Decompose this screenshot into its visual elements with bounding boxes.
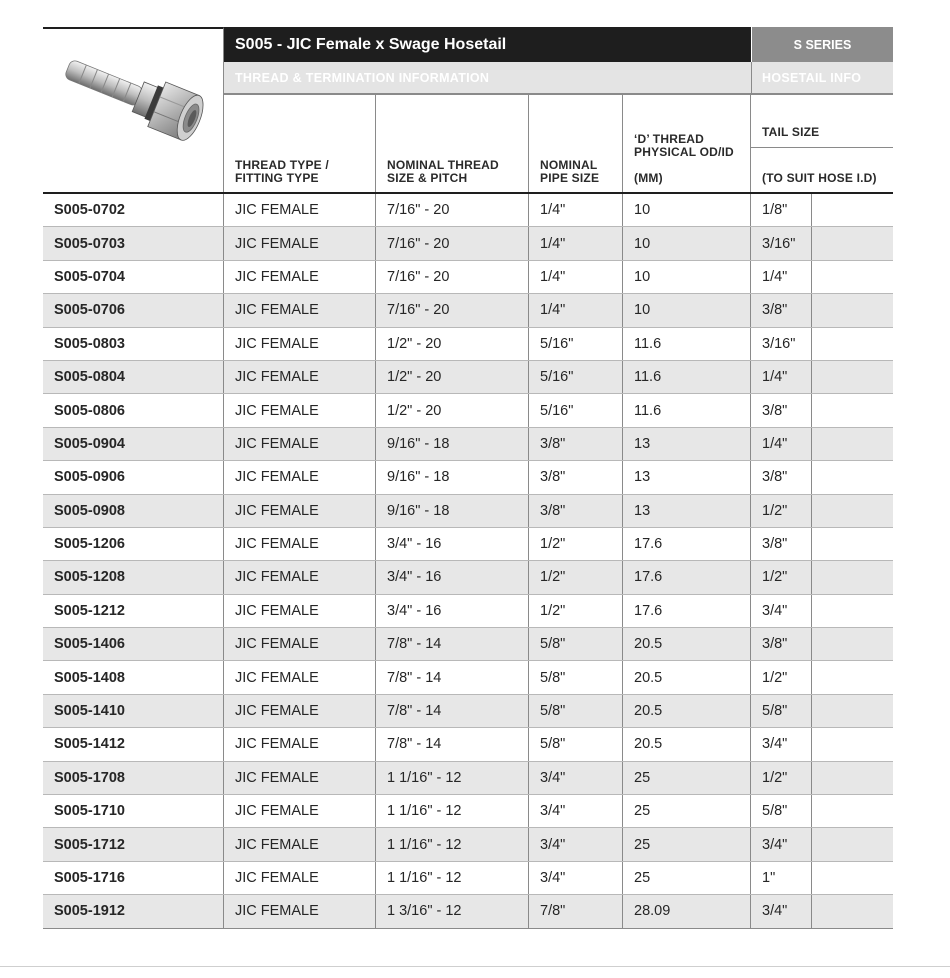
cell-tail: 1/2": [751, 762, 812, 794]
table-row: [43, 895, 893, 928]
cell-pipe: 5/8": [529, 628, 623, 660]
header-text: TAIL SIZE: [762, 125, 820, 139]
series-badge: S SERIES: [751, 27, 893, 62]
cell-blank: [812, 595, 893, 627]
cell-od: 11.6: [623, 328, 751, 360]
cell-blank: [812, 428, 893, 460]
cell-od: 13: [623, 428, 751, 460]
cell-tail: 5/8": [751, 695, 812, 727]
cell-thread: 7/8" - 14: [376, 728, 529, 760]
footer-rule: [0, 966, 950, 967]
cell-tail: 3/8": [751, 628, 812, 660]
table-row: [43, 261, 893, 294]
cell-tail: 1/2": [751, 561, 812, 593]
cell-pipe: 5/16": [529, 361, 623, 393]
cell-thread: 1/2" - 20: [376, 394, 529, 426]
cell-pipe: 1/2": [529, 528, 623, 560]
table-row: [43, 695, 893, 728]
cell-pipe: 5/8": [529, 661, 623, 693]
cell-blank: [812, 394, 893, 426]
cell-od: 25: [623, 862, 751, 894]
cell-blank: [812, 561, 893, 593]
cell-tail: 3/4": [751, 595, 812, 627]
cell-od: 17.6: [623, 595, 751, 627]
section-thread-heading: THREAD & TERMINATION INFORMATION: [224, 62, 751, 95]
cell-thread: 1/2" - 20: [376, 361, 529, 393]
cell-thread: 7/8" - 14: [376, 661, 529, 693]
header-divider: [751, 147, 893, 148]
table-body: [43, 194, 893, 929]
cell-tail: 1": [751, 862, 812, 894]
cell-thread: 3/4" - 16: [376, 528, 529, 560]
hose-fitting-icon: [43, 29, 224, 169]
cell-part: S005-0904: [43, 428, 224, 460]
cell-type: JIC FEMALE: [224, 428, 376, 460]
cell-type: JIC FEMALE: [224, 461, 376, 493]
cell-blank: [812, 862, 893, 894]
cell-od: 20.5: [623, 695, 751, 727]
header-tail-size: [751, 95, 893, 194]
table-row: [43, 762, 893, 795]
cell-blank: [812, 294, 893, 326]
cell-part: S005-0908: [43, 495, 224, 527]
header-text: SIZE & PITCH: [387, 171, 468, 185]
table-row: [43, 461, 893, 494]
table-row: [43, 561, 893, 594]
cell-tail: 1/4": [751, 261, 812, 293]
cell-blank: [812, 661, 893, 693]
page-title: S005 - JIC Female x Swage Hosetail: [224, 27, 751, 62]
cell-type: JIC FEMALE: [224, 394, 376, 426]
cell-blank: [812, 361, 893, 393]
table-row: [43, 528, 893, 561]
cell-thread: 1 1/16" - 12: [376, 862, 529, 894]
cell-tail: 3/8": [751, 294, 812, 326]
header-thread-type: [224, 95, 376, 194]
table-row: [43, 495, 893, 528]
table-row: [43, 628, 893, 661]
cell-thread: 7/8" - 14: [376, 695, 529, 727]
table-row: [43, 661, 893, 694]
header-text: PIPE SIZE: [540, 171, 600, 185]
cell-pipe: 3/8": [529, 428, 623, 460]
cell-blank: [812, 795, 893, 827]
cell-type: JIC FEMALE: [224, 194, 376, 226]
cell-type: JIC FEMALE: [224, 595, 376, 627]
cell-blank: [812, 194, 893, 226]
cell-thread: 1 1/16" - 12: [376, 795, 529, 827]
cell-type: JIC FEMALE: [224, 227, 376, 259]
cell-tail: 1/2": [751, 661, 812, 693]
cell-tail: 3/8": [751, 461, 812, 493]
table-row: [43, 428, 893, 461]
cell-part: S005-0906: [43, 461, 224, 493]
cell-blank: [812, 261, 893, 293]
header-pipe-size: [529, 95, 623, 194]
cell-part: S005-0806: [43, 394, 224, 426]
product-image: [43, 27, 224, 194]
cell-pipe: 3/8": [529, 461, 623, 493]
cell-thread: 1 1/16" - 12: [376, 828, 529, 860]
cell-part: S005-1716: [43, 862, 224, 894]
cell-blank: [812, 728, 893, 760]
cell-od: 25: [623, 762, 751, 794]
cell-od: 11.6: [623, 361, 751, 393]
header-text: THREAD TYPE /: [235, 158, 329, 172]
cell-type: JIC FEMALE: [224, 628, 376, 660]
cell-pipe: 5/8": [529, 695, 623, 727]
cell-pipe: 3/4": [529, 762, 623, 794]
cell-part: S005-1712: [43, 828, 224, 860]
cell-part: S005-1408: [43, 661, 224, 693]
cell-type: JIC FEMALE: [224, 728, 376, 760]
cell-blank: [812, 461, 893, 493]
cell-pipe: 3/4": [529, 795, 623, 827]
cell-thread: 1/2" - 20: [376, 328, 529, 360]
table-row: [43, 728, 893, 761]
cell-part: S005-0706: [43, 294, 224, 326]
cell-tail: 1/2": [751, 495, 812, 527]
cell-tail: 3/4": [751, 828, 812, 860]
cell-blank: [812, 328, 893, 360]
cell-blank: [812, 695, 893, 727]
cell-od: 20.5: [623, 728, 751, 760]
cell-part: S005-0803: [43, 328, 224, 360]
cell-part: S005-1912: [43, 895, 224, 927]
cell-type: JIC FEMALE: [224, 828, 376, 860]
cell-thread: 9/16" - 18: [376, 495, 529, 527]
cell-tail: 1/8": [751, 194, 812, 226]
cell-blank: [812, 628, 893, 660]
cell-od: 10: [623, 227, 751, 259]
header-nominal-thread: [376, 95, 529, 194]
header-text: (MM): [634, 171, 663, 185]
cell-part: S005-0704: [43, 261, 224, 293]
cell-pipe: 5/16": [529, 394, 623, 426]
table-row: [43, 227, 893, 260]
cell-od: 10: [623, 194, 751, 226]
cell-part: S005-1708: [43, 762, 224, 794]
cell-thread: 7/16" - 20: [376, 261, 529, 293]
cell-od: 17.6: [623, 528, 751, 560]
cell-od: 20.5: [623, 661, 751, 693]
header-text: FITTING TYPE: [235, 171, 319, 185]
cell-part: S005-1208: [43, 561, 224, 593]
cell-type: JIC FEMALE: [224, 762, 376, 794]
table-row: [43, 595, 893, 628]
cell-tail: 3/8": [751, 528, 812, 560]
cell-blank: [812, 828, 893, 860]
header-text: (TO SUIT HOSE I.D): [762, 171, 877, 185]
cell-pipe: 7/8": [529, 895, 623, 927]
cell-tail: 3/4": [751, 728, 812, 760]
cell-pipe: 1/2": [529, 561, 623, 593]
cell-type: JIC FEMALE: [224, 261, 376, 293]
table-row: [43, 294, 893, 327]
cell-od: 11.6: [623, 394, 751, 426]
cell-tail: 5/8": [751, 795, 812, 827]
cell-part: S005-1710: [43, 795, 224, 827]
cell-od: 25: [623, 795, 751, 827]
cell-type: JIC FEMALE: [224, 361, 376, 393]
cell-blank: [812, 528, 893, 560]
table-row: [43, 194, 893, 227]
cell-od: 13: [623, 461, 751, 493]
cell-blank: [812, 895, 893, 927]
cell-pipe: 1/4": [529, 294, 623, 326]
cell-pipe: 1/4": [529, 194, 623, 226]
table-row: [43, 795, 893, 828]
cell-part: S005-1206: [43, 528, 224, 560]
cell-type: JIC FEMALE: [224, 328, 376, 360]
cell-od: 10: [623, 294, 751, 326]
cell-part: S005-0703: [43, 227, 224, 259]
cell-type: JIC FEMALE: [224, 495, 376, 527]
section-hosetail-heading: HOSETAIL INFO: [751, 62, 893, 95]
table-row: [43, 862, 893, 895]
cell-type: JIC FEMALE: [224, 294, 376, 326]
cell-part: S005-1412: [43, 728, 224, 760]
cell-thread: 7/16" - 20: [376, 294, 529, 326]
cell-pipe: 1/4": [529, 227, 623, 259]
cell-blank: [812, 227, 893, 259]
cell-pipe: 3/8": [529, 495, 623, 527]
header-d-thread: [623, 95, 751, 194]
cell-part: S005-0804: [43, 361, 224, 393]
cell-thread: 3/4" - 16: [376, 561, 529, 593]
cell-type: JIC FEMALE: [224, 561, 376, 593]
cell-blank: [812, 495, 893, 527]
cell-tail: 3/8": [751, 394, 812, 426]
cell-part: S005-1410: [43, 695, 224, 727]
cell-thread: 1 3/16" - 12: [376, 895, 529, 927]
cell-od: 28.09: [623, 895, 751, 927]
cell-blank: [812, 762, 893, 794]
cell-od: 10: [623, 261, 751, 293]
cell-type: JIC FEMALE: [224, 528, 376, 560]
cell-type: JIC FEMALE: [224, 661, 376, 693]
cell-thread: 3/4" - 16: [376, 595, 529, 627]
table-row: [43, 361, 893, 394]
cell-part: S005-0702: [43, 194, 224, 226]
header-text: NOMINAL: [540, 158, 598, 172]
cell-type: JIC FEMALE: [224, 862, 376, 894]
cell-pipe: 1/2": [529, 595, 623, 627]
cell-thread: 9/16" - 18: [376, 461, 529, 493]
cell-part: S005-1406: [43, 628, 224, 660]
cell-thread: 9/16" - 18: [376, 428, 529, 460]
cell-part: S005-1212: [43, 595, 224, 627]
cell-pipe: 5/8": [529, 728, 623, 760]
cell-tail: 3/16": [751, 328, 812, 360]
cell-tail: 1/4": [751, 361, 812, 393]
table-row: [43, 828, 893, 861]
cell-thread: 1 1/16" - 12: [376, 762, 529, 794]
cell-pipe: 1/4": [529, 261, 623, 293]
column-headers: [224, 95, 893, 194]
cell-thread: 7/8" - 14: [376, 628, 529, 660]
cell-type: JIC FEMALE: [224, 795, 376, 827]
cell-type: JIC FEMALE: [224, 695, 376, 727]
cell-type: JIC FEMALE: [224, 895, 376, 927]
cell-tail: 3/16": [751, 227, 812, 259]
table-row: [43, 394, 893, 427]
cell-pipe: 3/4": [529, 862, 623, 894]
cell-od: 13: [623, 495, 751, 527]
header-text: ‘D’ THREAD: [634, 132, 705, 146]
header-text: PHYSICAL OD/ID: [634, 145, 734, 159]
cell-od: 17.6: [623, 561, 751, 593]
cell-od: 20.5: [623, 628, 751, 660]
cell-thread: 7/16" - 20: [376, 227, 529, 259]
cell-od: 25: [623, 828, 751, 860]
cell-tail: 3/4": [751, 895, 812, 927]
table-row: [43, 328, 893, 361]
cell-thread: 7/16" - 20: [376, 194, 529, 226]
cell-pipe: 5/16": [529, 328, 623, 360]
cell-pipe: 3/4": [529, 828, 623, 860]
cell-tail: 1/4": [751, 428, 812, 460]
header-text: NOMINAL THREAD: [387, 158, 499, 172]
